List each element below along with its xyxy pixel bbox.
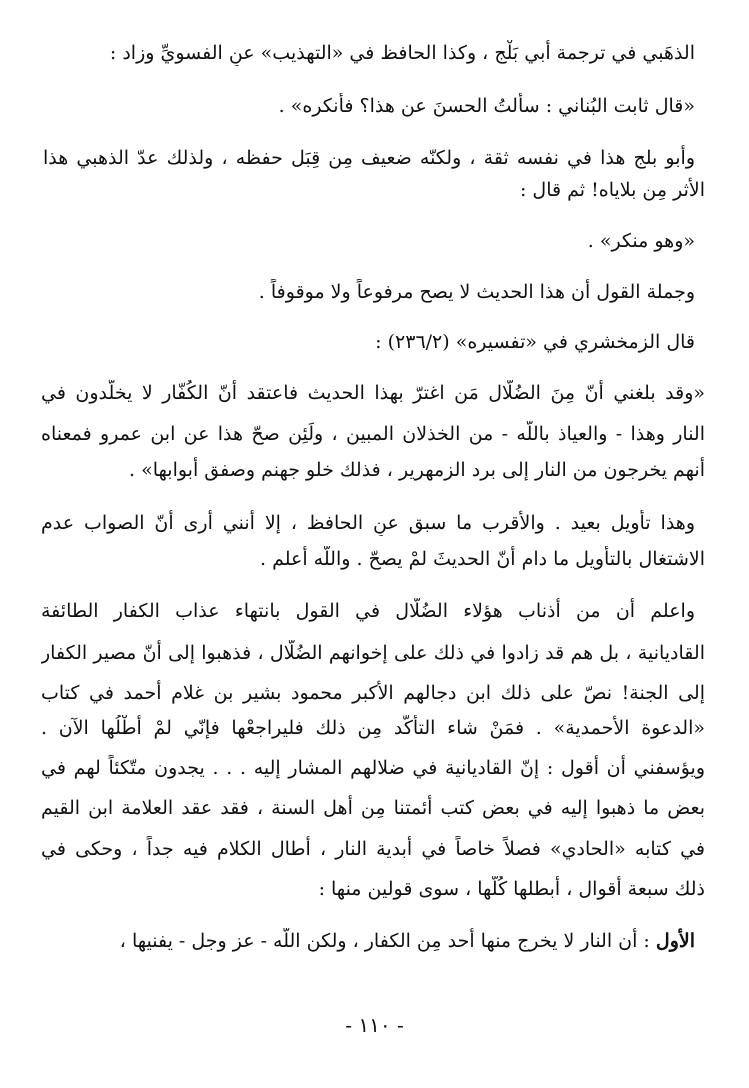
text-line-7: قال الزمخشري في «تفسيره» (٢٣٦/٢) : xyxy=(375,331,695,353)
text-line-15: إلى الجنة! نصّ على ذلك ابن دجالهم الأكبر محمود بشير بن غلام أحمد في كتاب xyxy=(41,682,705,704)
text-line-16: «الدعوة الأحمدية» . فمَنْ شاء التأكّد مِن ذلك فليراجعْها فإنّي لمْ أُطْلُها الآن . xyxy=(41,717,705,739)
text-line-18: بعض ما ذهبوا إليه في بعض كتب أئمتنا مِن أهل السنة ، فقد عقد العلامة ابن القيم xyxy=(41,797,705,819)
first-opinion-label: الأول xyxy=(655,930,695,952)
text-line-9: النار وهذا - والعياذ باللّه - من الخذلان المبين ، ولَئِن صحّ هذا عن ابن عمرو فمعناه xyxy=(41,423,705,445)
text-line-6: وجملة القول أن هذا الحديث لا يصح مرفوعاً ولا موقوفاً . xyxy=(258,281,695,303)
text-line-4: الأثر مِن بلاياه! ثم قال : xyxy=(519,179,705,201)
text-line-14: القاديانية ، بل هم قد زادوا في ذلك على إخوانهم الضُلّال ، فذهبوا إلى أنّ مصير الكفار xyxy=(41,642,705,664)
first-opinion-text: : أن النار لا يخرج منها أحد مِن الكفار ، ولكن اللّه - عز وجل - يفنيها ، xyxy=(119,930,650,952)
text-line-8: «وقد بلغني أنّ مِنَ الضُلّال مَن اغترّ بهذا الحديث فاعتقد أنّ الكُفّار لا يخلَّدون في xyxy=(41,382,705,404)
page-number: - ١١٠ - xyxy=(345,1013,404,1037)
text-line-13: واعلم أن من أذناب هؤلاء الضُلّال في القول بانتهاء عذاب الكفار الطائفة xyxy=(41,600,695,622)
text-line-17: ويؤسفني أن أقول : إنّ القاديانية في ضلالهم المشار إليه . . . يجدون متّكئاً لهم في xyxy=(41,757,705,779)
text-line-5: «وهو منكر» . xyxy=(587,230,695,252)
text-line-11: وهذا تأويل بعيد . والأقرب ما سبق عنِ الحافظ ، إلا أنني أرى أنّ الصواب عدم xyxy=(41,512,695,534)
text-line-1: الذهَبي في ترجمة أبي بَلْج ، وكذا الحافظ في «التهذيب» عنِ الفسويِّ وزاد : xyxy=(109,42,695,64)
text-line-19: في كتابه «الحادي» فصلاً خاصاً في أبدية النار ، أطال الكلام فيه جداً ، وحكى في xyxy=(41,838,705,860)
text-line-3: وأبو بلج هذا في نفسه ثقة ، ولكنّه ضعيف مِن قِبَل حفظه ، ولذلك عدّ الذهبي هذا xyxy=(43,147,695,169)
text-line-21 xyxy=(32,928,695,954)
text-line-2: «قال ثابت البُناني : سألتُ الحسنَ عن هذا؟ فأنكره» . xyxy=(278,95,695,117)
text-line-10: أنهم يخرجون من النار إلى برد الزمهرير ، فذلك خلو جهنم وصفق أبوابها» . xyxy=(129,459,705,481)
text-line-12: الاشتغال بالتأويل ما دام أنّ الحديثَ لمْ يصحّ . واللّه أعلم . xyxy=(260,548,705,570)
text-line-20: ذلك سبعة أقوال ، أبطلها كُلّها ، سوى قولين منها : xyxy=(318,878,705,900)
